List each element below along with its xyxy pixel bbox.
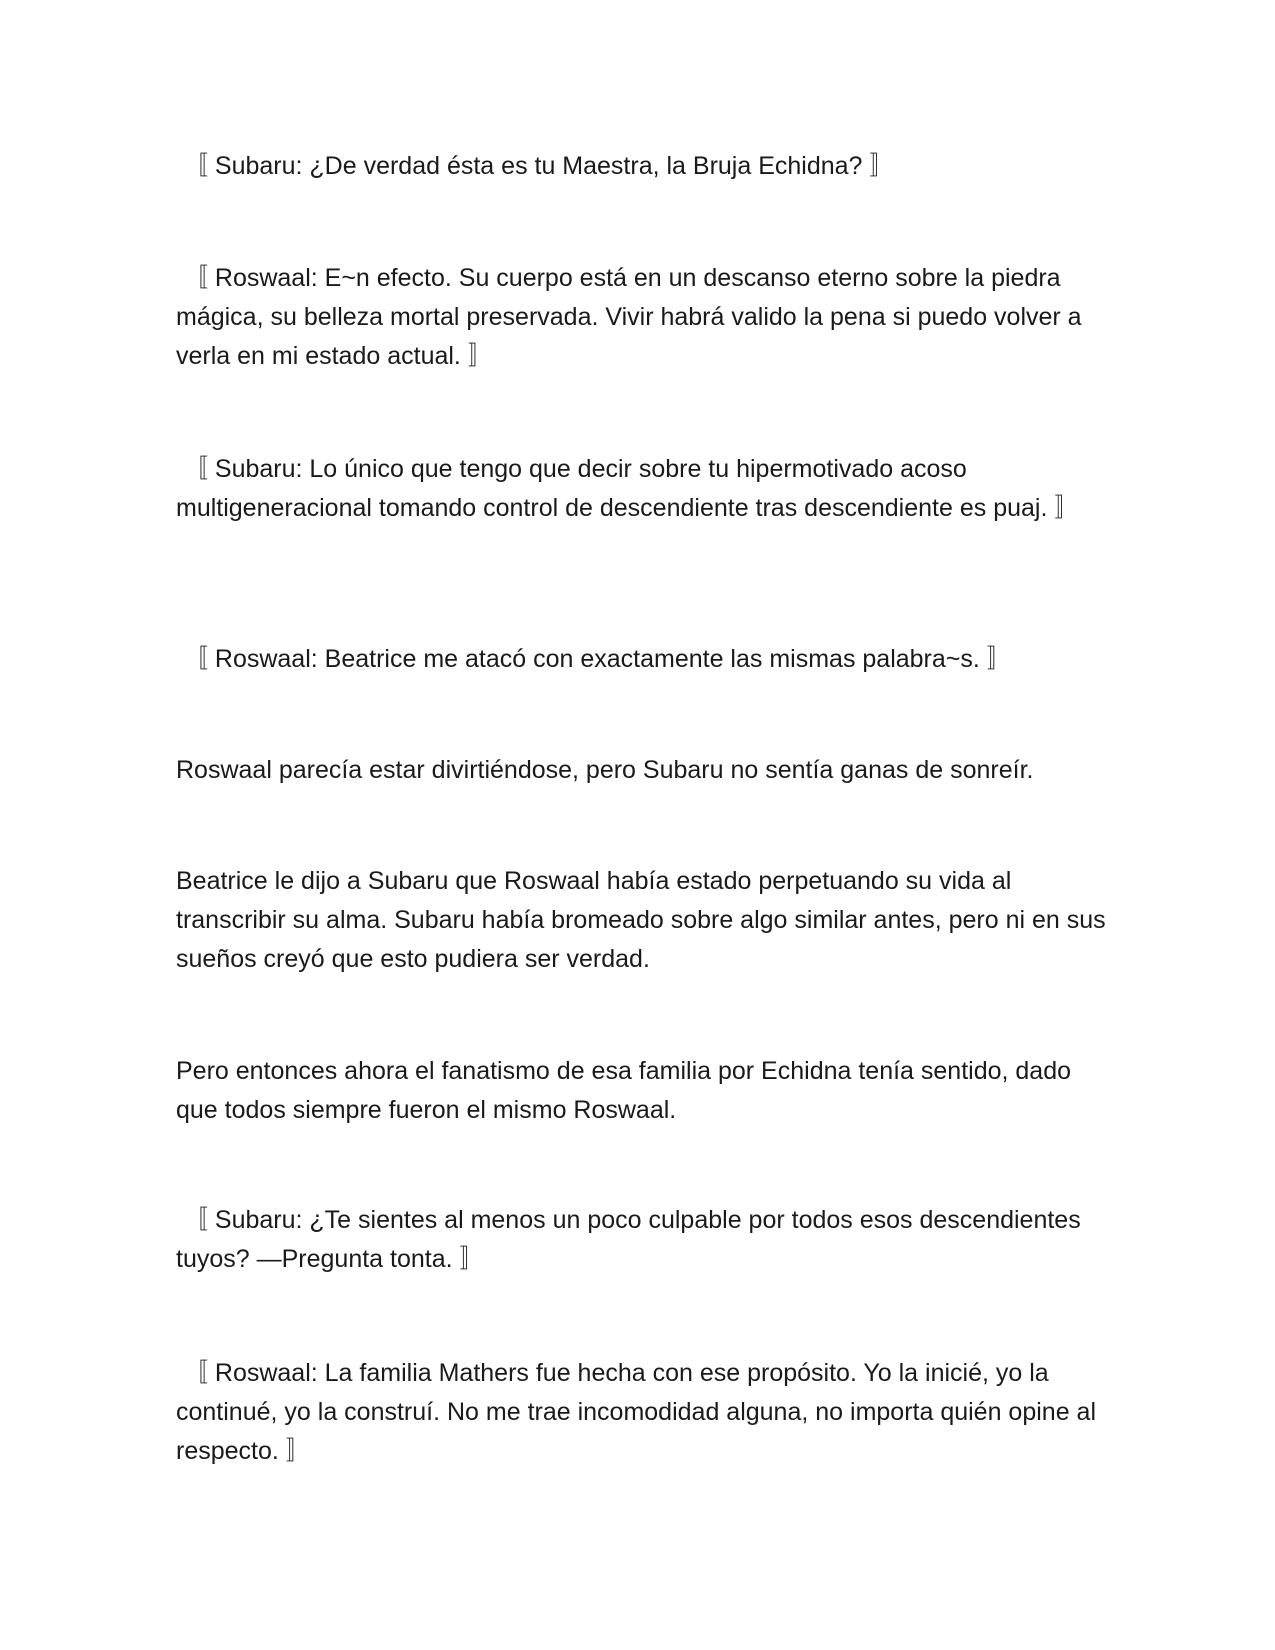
narration-1: Roswaal parecía estar divirtiéndose, pero Subaru no sentía ganas de sonreír.: [176, 756, 1034, 784]
dialogue-roswaal-2: 〚 Roswaal: Beatrice me atacó con exactamente las mismas palabra~s. 〛: [176, 645, 1012, 673]
dialogue-roswaal-3: 〚 Roswaal: La familia Mathers fue hecha con ese propósito. Yo la inicié, yo la continué, yo la construí. No me trae incomodidad alguna, no importa quién opine al respecto. 〛: [176, 1359, 1097, 1465]
dialogue-roswaal-1: 〚 Roswaal: E~n efecto. Su cuerpo está en un descanso eterno sobre la piedra mágica, su belleza mortal preservada. Vivir habrá valido la pena si puedo volver a verla en mi estado actual. 〛: [176, 264, 1082, 370]
dialogue-subaru-2: 〚 Subaru: Lo único que tengo que decir sobre tu hipermotivado acoso multigeneracional tomando control de descendiente tras descendiente es puaj. 〛: [176, 455, 1080, 522]
narration-3: Pero entonces ahora el fanatismo de esa familia por Echidna tenía sentido, dado que todos siempre fueron el mismo Roswaal.: [176, 1057, 1072, 1124]
dialogue-subaru-1: 〚 Subaru: ¿De verdad ésta es tu Maestra, la Bruja Echidna? 〛: [176, 152, 895, 180]
narration-2: Beatrice le dijo a Subaru que Roswaal había estado perpetuando su vida al transcribir su alma. Subaru había bromeado sobre algo similar antes, pero ni en sus sueños creyó que esto pudiera ser verdad.: [176, 867, 1106, 973]
dialogue-subaru-3: 〚 Subaru: ¿Te sientes al menos un poco culpable por todos esos descendientes tuyos? —Pregunta tonta. 〛: [176, 1206, 1081, 1273]
